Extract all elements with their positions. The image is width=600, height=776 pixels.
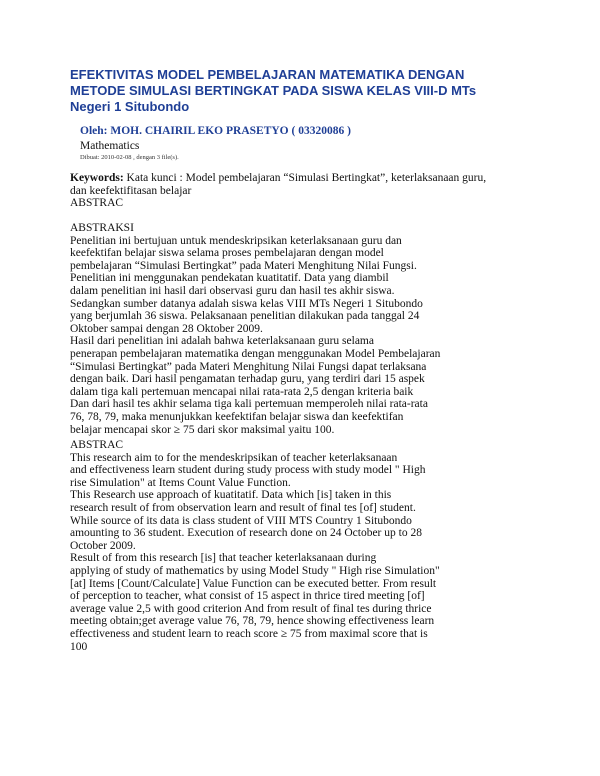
abstrac-line: While source of its data is class student of VIII MTS Country 1 Situbondo xyxy=(70,514,412,527)
author-byline: Oleh: MOH. CHAIRIL EKO PRASETYO ( 03320086 ) xyxy=(80,125,351,137)
posted-date: Dibuat: 2010-02-08 , dengan 3 file(s). xyxy=(80,154,179,161)
abstrac-line: October 2009. xyxy=(70,539,136,552)
abstraksi-line: dalam penelitian ini hasil dari observasi guru dan hasil tes akhir siswa. xyxy=(70,284,395,297)
author-block xyxy=(80,124,351,163)
keywords-block xyxy=(70,172,486,210)
title-line: Negeri 1 Situbondo xyxy=(70,99,190,114)
abstrac-line: 100 xyxy=(70,640,88,653)
abstraksi-line: Oktober sampai dengan 28 Oktober 2009. xyxy=(70,322,263,335)
abstraksi-line: Dan dari hasil tes akhir selama tiga kali pertemuan memperoleh nilai rata-rata xyxy=(70,398,428,411)
abstrac-section xyxy=(70,439,440,653)
keywords-text: Kata kunci : Model pembelajaran “Simulasi Bertingkat”, keterlaksanaan guru, xyxy=(123,172,487,184)
paper-title xyxy=(70,67,540,115)
abstrac-heading-short: ABSTRAC xyxy=(70,197,124,209)
abstraksi-line: keefektifan belajar siswa selama proses pembelajaran dengan model xyxy=(70,247,384,260)
keywords-label: Keywords: xyxy=(70,172,124,184)
abstrac-line: of perception to teacher, what consist of 15 aspect in thrice tired meeting [of] xyxy=(70,590,425,603)
abstraksi-line: pembelajaran “Simulasi Bertingkat” pada Materi Menghitung Nilai Fungsi. xyxy=(70,259,417,272)
abstraksi-line: 76, 78, 79, maka menunjukkan keefektifan belajar siswa dan keefektifan xyxy=(70,410,404,423)
abstrac-line: This research aim to for the mendeskripsikan of teacher keterlaksanaan xyxy=(70,451,398,464)
abstrac-heading: ABSTRAC xyxy=(70,439,124,451)
abstrac-line: amounting to 36 student. Execution of research done on 24 October up to 28 xyxy=(70,527,422,540)
title-line: METODE SIMULASI BERTINGKAT PADA SISWA KELAS VIII-D MTs xyxy=(70,83,477,98)
abstraksi-line: Penelitian ini menggunakan pendekatan kuatitatif. Data yang diambil xyxy=(70,272,389,285)
abstraksi-line: Sedangkan sumber datanya adalah siswa kelas VIII MTs Negeri 1 Situbondo xyxy=(70,297,423,310)
keywords-line: dan keefektifitasan belajar xyxy=(70,184,192,197)
abstraksi-line: yang berjumlah 36 siswa. Pelaksanaan penelitian dilakukan pada tanggal 24 xyxy=(70,310,420,323)
subject-label: Mathematics xyxy=(80,140,140,152)
abstrac-line: research result of from observation learn and result of final tes [of] student. xyxy=(70,501,416,514)
abstrac-line: average value 2,5 with good criterion And from result of final tes during thrice xyxy=(70,602,432,615)
abstraksi-line: “Simulasi Bertingkat” pada Materi Menghitung Nilai Fungsi dapat terlaksana xyxy=(70,360,427,373)
abstraksi-line: Penelitian ini bertujuan untuk mendeskripsikan keterlaksanaan guru dan xyxy=(70,234,402,247)
abstrac-line: rise Simulation" at Items Count Value Function. xyxy=(70,476,291,489)
title-line: EFEKTIVITAS MODEL PEMBELAJARAN MATEMATIKA DENGAN xyxy=(70,67,465,82)
abstrac-line: and effectiveness learn student during study process with study model " High xyxy=(70,464,426,477)
abstraksi-line: penerapan pembelajaran matematika dengan menggunakan Model Pembelajaran xyxy=(70,347,441,360)
abstrac-line: Result of from this research [is] that teacher keterlaksanaan during xyxy=(70,552,377,565)
abstrac-line: [at] Items [Count/Calculate] Value Function can be executed better. From result xyxy=(70,577,437,590)
abstraksi-line: belajar mencapai skor ≥ 75 dari skor maksimal yaitu 100. xyxy=(70,423,335,436)
keywords-line xyxy=(70,172,486,185)
abstraksi-line: dengan baik. Dari hasil pengamatan terhadap guru, yang terdiri dari 15 aspek xyxy=(70,373,425,386)
abstraksi-heading: ABSTRAKSI xyxy=(70,222,134,234)
abstrac-line: effectiveness and student learn to reach score ≥ 75 from maximal score that is xyxy=(70,627,428,640)
abstrac-line: This Research use approach of kuatitatif. Data which [is] taken in this xyxy=(70,489,392,502)
abstraksi-line: dalam tiga kali pertemuan mencapai nilai rata-rata 2,5 dengan kriteria baik xyxy=(70,385,414,398)
abstraksi-line: Hasil dari penelitian ini adalah bahwa keterlaksanaan guru selama xyxy=(70,335,374,348)
abstraksi-section xyxy=(70,222,440,436)
abstrac-line: applying of study of mathematics by using Model Study " High rise Simulation" xyxy=(70,564,440,577)
abstrac-line: meeting obtain;get average value 76, 78, 79, hence showing effectiveness learn xyxy=(70,615,435,628)
